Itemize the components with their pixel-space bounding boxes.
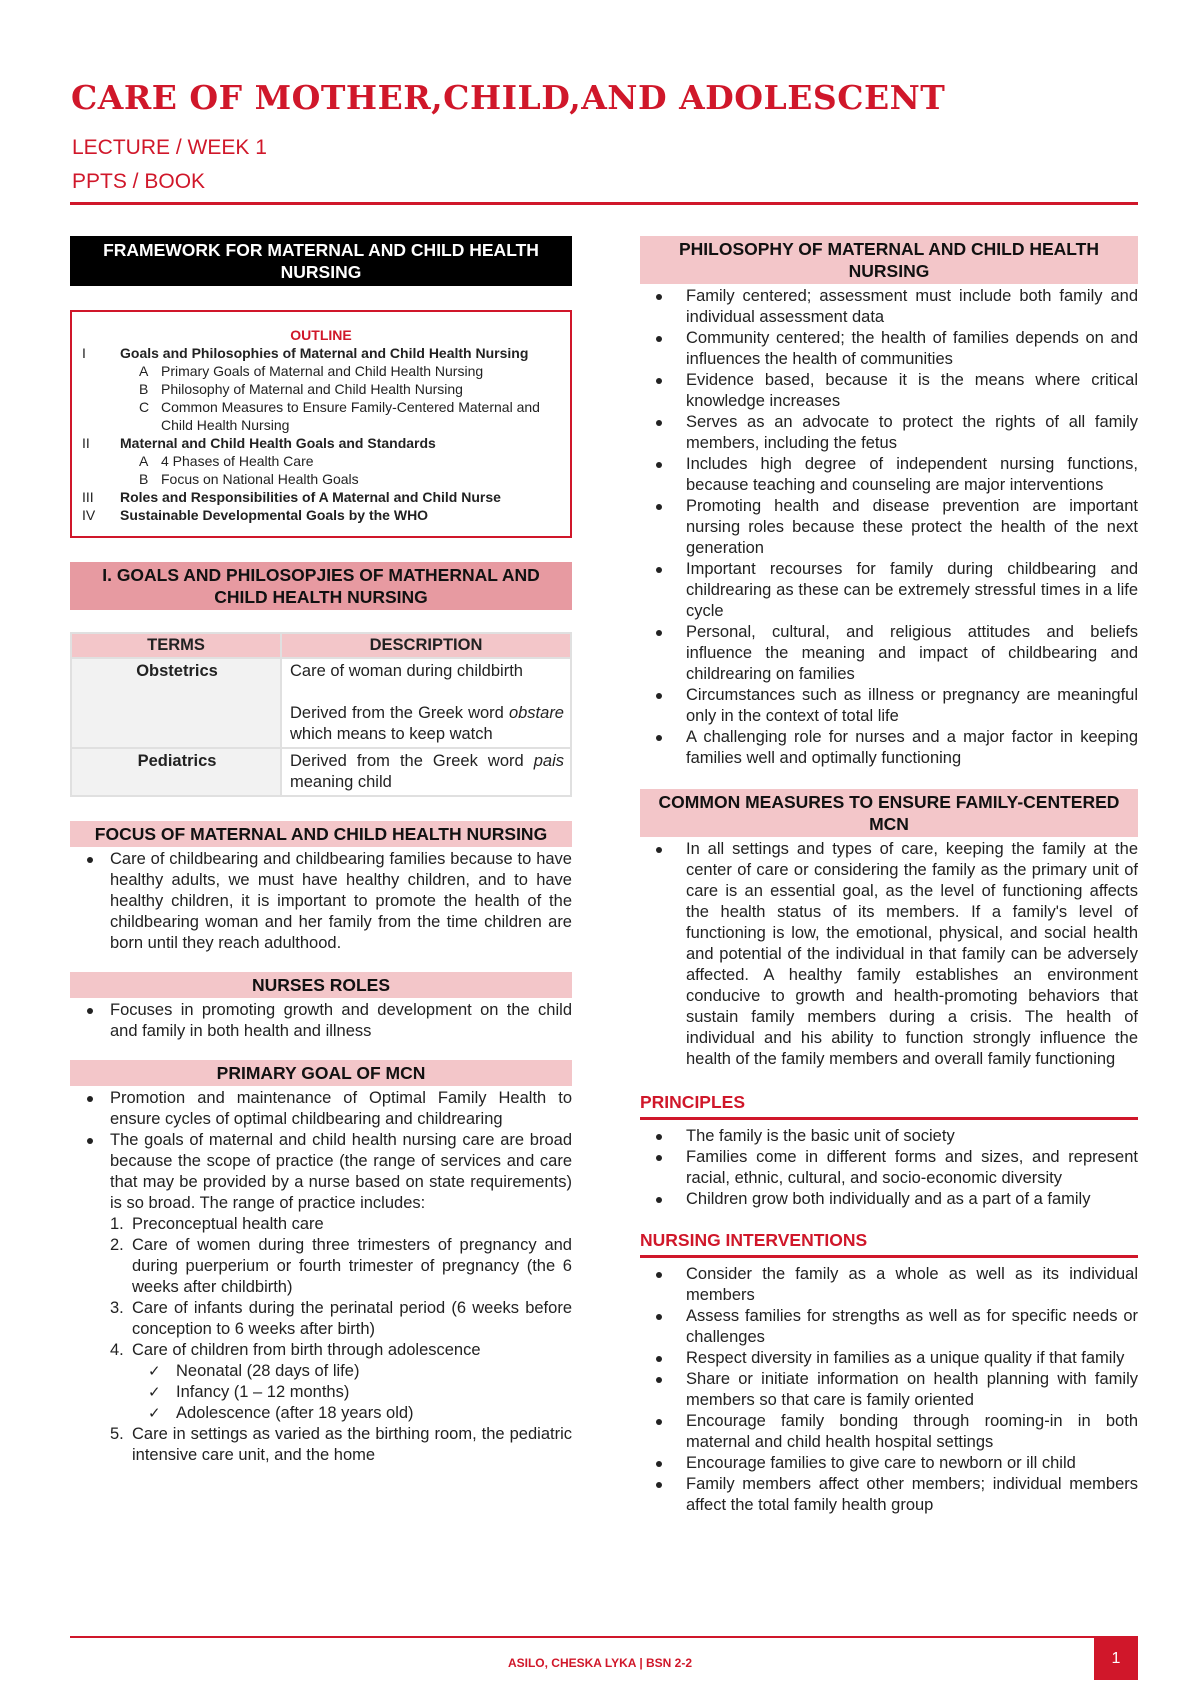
list-item: Evidence based, because it is the means where critical knowledge increases bbox=[640, 370, 1138, 412]
list-item: Personal, cultural, and religious attitudes and beliefs influence the meaning and impact of childbearing and childrearing on families bbox=[640, 622, 1138, 685]
list-item: Children grow both individually and as a part of a family bbox=[640, 1189, 1138, 1210]
check-item bbox=[132, 1361, 572, 1382]
description-cell bbox=[281, 658, 571, 748]
description-text: Care of woman during childbirth bbox=[290, 662, 523, 680]
list-item: Promotion and maintenance of Optimal Family Health to ensure cycles of optimal childbearing and childrearing bbox=[70, 1088, 572, 1130]
outline-letter: A bbox=[139, 363, 149, 379]
header-divider bbox=[70, 202, 1138, 205]
numbered-item bbox=[110, 1298, 572, 1340]
outline-number: IV bbox=[82, 507, 96, 523]
list-item: Assess families for strengths as well as for specific needs or challenges bbox=[640, 1306, 1138, 1348]
description-fragment: meaning child bbox=[290, 773, 392, 791]
outline-number: III bbox=[82, 489, 94, 505]
framework-header: FRAMEWORK FOR MATERNAL AND CHILD HEALTH NURSING bbox=[70, 236, 572, 286]
focus-list bbox=[70, 849, 572, 954]
nurses-roles-list bbox=[70, 1000, 572, 1042]
list-item: Includes high degree of independent nursing functions, because teaching and counseling are major interventions bbox=[640, 454, 1138, 496]
list-item: Encourage family bonding through rooming-in in both maternal and child health hospital settings bbox=[640, 1411, 1138, 1453]
list-item-text: The goals of maternal and child health nursing care are broad because the scope of practice (the range of services and care that may be provided by a nurse based on state requirements) is so broad. The range of practice includes: bbox=[110, 1131, 572, 1212]
greek-word: obstare bbox=[508, 704, 564, 722]
outline-subitem bbox=[82, 380, 560, 398]
outline-item-text: Sustainable Developmental Goals by the WHO bbox=[120, 507, 429, 523]
goals-header: I. GOALS AND PHILOSOPJIES OF MATHERNAL AND CHILD HEALTH NURSING bbox=[70, 562, 572, 610]
check-item bbox=[132, 1403, 572, 1424]
common-measures-list bbox=[640, 839, 1138, 1070]
outline-item-text: Roles and Responsibilities of A Maternal and Child Nurse bbox=[120, 489, 501, 505]
document-title: CARE OF MOTHER,CHILD,AND ADOLESCENT bbox=[71, 78, 946, 117]
practice-range-list bbox=[110, 1214, 572, 1466]
item-text: Care of children from birth through adolescence bbox=[132, 1341, 481, 1359]
footer-divider bbox=[70, 1636, 1138, 1638]
document-subtitle-lecture: LECTURE / WEEK 1 bbox=[72, 136, 267, 159]
item-text: Neonatal (28 days of life) bbox=[176, 1362, 360, 1380]
item-number: 2. bbox=[110, 1236, 124, 1254]
list-item: Community centered; the health of families depends on and influences the health of communities bbox=[640, 328, 1138, 370]
terms-column-header: TERMS bbox=[71, 633, 281, 658]
item-text: Care in settings as varied as the birthing room, the pediatric intensive care unit, and the home bbox=[132, 1425, 572, 1464]
description-fragment: Derived from the Greek word bbox=[290, 704, 509, 722]
description-fragment: which means to keep watch bbox=[290, 725, 493, 743]
description-cell bbox=[281, 748, 571, 796]
item-number: 3. bbox=[110, 1299, 124, 1317]
outline-subitem-text: Focus on National Health Goals bbox=[161, 471, 359, 487]
outline-item-text: Maternal and Child Health Goals and Standards bbox=[120, 435, 436, 451]
outline-subitem bbox=[82, 398, 560, 434]
outline-letter: A bbox=[139, 453, 149, 469]
item-number: 4. bbox=[110, 1341, 124, 1359]
principles-list bbox=[640, 1126, 1138, 1210]
outline-heading: OUTLINE bbox=[290, 327, 352, 343]
philosophy-header: PHILOSOPHY OF MATERNAL AND CHILD HEALTH NURSING bbox=[640, 236, 1138, 284]
greek-word: pais bbox=[533, 752, 564, 770]
term-cell: Obstetrics bbox=[71, 658, 281, 748]
description-text bbox=[290, 703, 564, 745]
item-number: 5. bbox=[110, 1425, 124, 1443]
outline-letter: B bbox=[139, 381, 149, 397]
outline-item bbox=[82, 506, 560, 524]
list-item: Serves as an advocate to protect the rights of all family members, including the fetus bbox=[640, 412, 1138, 454]
outline-subitem-text: 4 Phases of Health Care bbox=[161, 453, 314, 469]
primary-goal-list bbox=[70, 1088, 572, 1466]
outline-subitem-text: Common Measures to Ensure Family-Centered Maternal and Child Health Nursing bbox=[161, 399, 540, 433]
age-groups-list bbox=[132, 1361, 572, 1424]
numbered-item bbox=[110, 1235, 572, 1298]
footer-author: ASILO, CHESKA LYKA | BSN 2-2 bbox=[507, 1656, 693, 1670]
table-header-row bbox=[71, 633, 571, 658]
outline-letter: C bbox=[139, 399, 150, 415]
item-text: Adolescence (after 18 years old) bbox=[176, 1404, 414, 1422]
left-column bbox=[70, 236, 572, 1466]
outline-number: I bbox=[82, 345, 86, 361]
list-item: Families come in different forms and sizes, and represent racial, ethnic, cultural, and socio-economic diversity bbox=[640, 1147, 1138, 1189]
outline-subitem-text: Primary Goals of Maternal and Child Health Nursing bbox=[161, 363, 484, 379]
terms-table bbox=[70, 632, 572, 797]
outline-subitem bbox=[82, 470, 560, 488]
nursing-interventions-header: NURSING INTERVENTIONS bbox=[640, 1230, 1138, 1258]
checkmark-icon: ✓ bbox=[148, 1363, 161, 1380]
item-text: Preconceptual health care bbox=[132, 1215, 324, 1233]
list-item: In all settings and types of care, keeping the family at the center of care or considering the family as the primary unit of care is an essential goal, as the level of functioning affects the health status of its members. If a family's level of functioning is low, the emotional, physical, and social health and potential of the individual in that family can be adversely affected. A healthy family establishes an environment conducive to growth and health-promoting behaviors that sustain family members during a crisis. The health of individual and his ability to function strongly influence the health of the family members and overall family functioning bbox=[640, 839, 1138, 1070]
list-item: The family is the basic unit of society bbox=[640, 1126, 1138, 1147]
list-item: Promoting health and disease prevention are important nursing roles because these protect the health of the next generation bbox=[640, 496, 1138, 559]
list-item: Family members affect other members; individual members affect the total family health group bbox=[640, 1474, 1138, 1516]
description-fragment: Derived from the Greek word bbox=[290, 752, 534, 770]
list-item: Share or initiate information on health planning with family members so that care is family oriented bbox=[640, 1369, 1138, 1411]
philosophy-list bbox=[640, 286, 1138, 769]
common-measures-header: COMMON MEASURES TO ENSURE FAMILY-CENTERED MCN bbox=[640, 789, 1138, 837]
outline-letter: B bbox=[139, 471, 149, 487]
list-item: Focuses in promoting growth and development on the child and family in both health and illness bbox=[70, 1000, 572, 1042]
page-number: 1 bbox=[1094, 1638, 1138, 1680]
numbered-item bbox=[110, 1340, 572, 1424]
item-number: 1. bbox=[110, 1215, 124, 1233]
outline-number: II bbox=[82, 435, 90, 451]
item-text: Infancy (1 – 12 months) bbox=[176, 1383, 350, 1401]
item-text: Care of women during three trimesters of pregnancy and during puerperium or fourth trimester of pregnancy (the 6 weeks after childbirth) bbox=[132, 1236, 572, 1296]
numbered-item bbox=[110, 1424, 572, 1466]
description-column-header: DESCRIPTION bbox=[281, 633, 571, 658]
right-column bbox=[640, 236, 1138, 1516]
term-cell: Pediatrics bbox=[71, 748, 281, 796]
list-item: Important recourses for family during childbearing and childrearing as these can be extremely stressful times in a life cycle bbox=[640, 559, 1138, 622]
list-item: Encourage families to give care to newborn or ill child bbox=[640, 1453, 1138, 1474]
list-item: Circumstances such as illness or pregnancy are meaningful only in the context of total life bbox=[640, 685, 1138, 727]
outline-item bbox=[82, 488, 560, 506]
table-row bbox=[71, 658, 571, 748]
list-item: Care of childbearing and childbearing families because to have healthy adults, we must have healthy children, and to have healthy children, it is important to promote the health of the childbearing woman and her family from the time children are born until they reach adulthood. bbox=[70, 849, 572, 954]
table-row bbox=[71, 748, 571, 796]
item-text: Care of infants during the perinatal period (6 weeks before conception to 6 weeks after birth) bbox=[132, 1299, 572, 1338]
list-item: Family centered; assessment must include both family and individual assessment data bbox=[640, 286, 1138, 328]
numbered-item bbox=[110, 1214, 572, 1235]
outline-item-text: Goals and Philosophies of Maternal and Child Health Nursing bbox=[120, 345, 529, 361]
outline-item bbox=[82, 434, 560, 452]
list-item: Consider the family as a whole as well as its individual members bbox=[640, 1264, 1138, 1306]
nursing-interventions-list bbox=[640, 1264, 1138, 1516]
checkmark-icon: ✓ bbox=[148, 1405, 161, 1422]
focus-header: FOCUS OF MATERNAL AND CHILD HEALTH NURSING bbox=[70, 821, 572, 847]
outline-subitem bbox=[82, 452, 560, 470]
principles-header: PRINCIPLES bbox=[640, 1092, 1138, 1120]
list-item: A challenging role for nurses and a major factor in keeping families well and optimally functioning bbox=[640, 727, 1138, 769]
list-item: Respect diversity in families as a unique quality if that family bbox=[640, 1348, 1138, 1369]
outline-list bbox=[82, 344, 560, 524]
check-item bbox=[132, 1382, 572, 1403]
outline-subitem-text: Philosophy of Maternal and Child Health Nursing bbox=[161, 381, 463, 397]
checkmark-icon: ✓ bbox=[148, 1384, 161, 1401]
nurses-roles-header: NURSES ROLES bbox=[70, 972, 572, 998]
outline-item bbox=[82, 344, 560, 362]
outline-box bbox=[70, 310, 572, 538]
outline-subitem bbox=[82, 362, 560, 380]
list-item bbox=[70, 1130, 572, 1466]
document-subtitle-source: PPTS / BOOK bbox=[72, 170, 206, 193]
primary-goal-header: PRIMARY GOAL OF MCN bbox=[70, 1060, 572, 1086]
